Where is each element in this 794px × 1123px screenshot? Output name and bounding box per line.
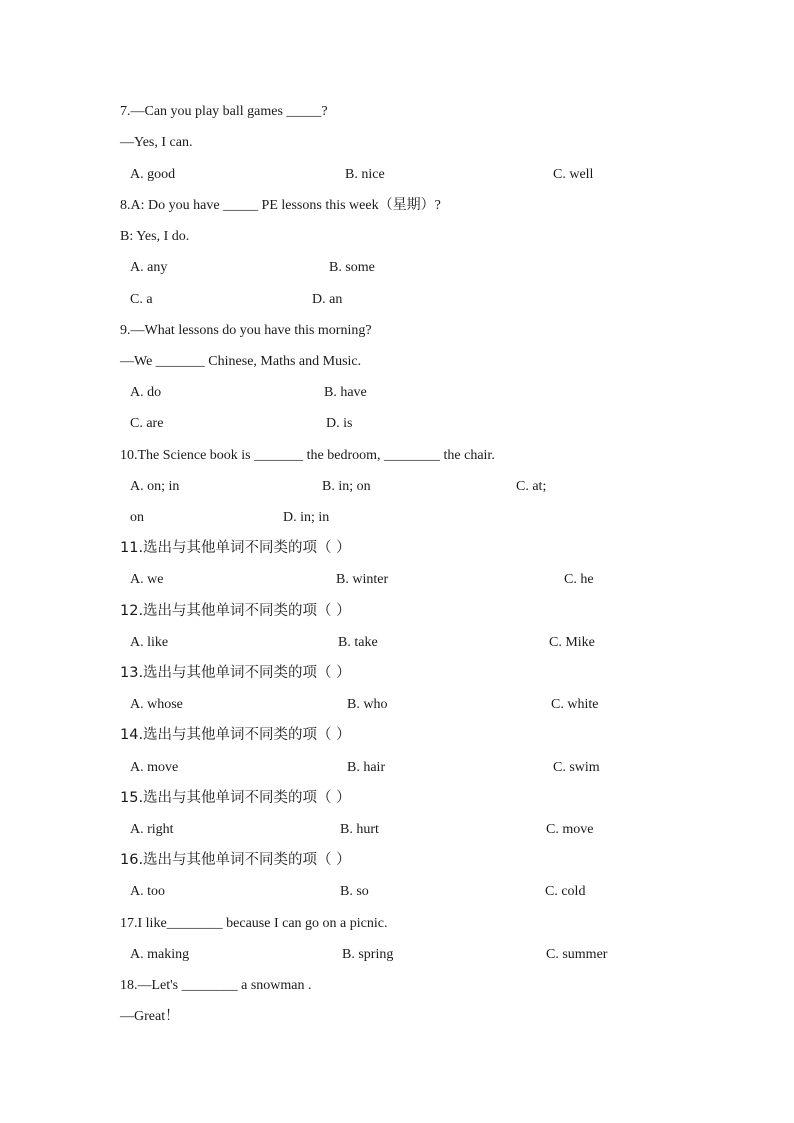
question-13-stem: 13.选出与其他单词不同类的项（ ） [120,665,351,681]
question-8-reply: B: Yes, I do. [120,229,190,244]
question-7-option-c: C. well [553,167,594,182]
question-13-option-c: C. white [551,697,599,712]
question-11-option-c: C. he [564,572,594,587]
question-9-option-a: A. do [130,385,162,400]
question-9-reply: —We _______ Chinese, Maths and Music. [120,354,362,369]
question-16-stem: 16.选出与其他单词不同类的项（ ） [120,852,351,868]
question-9-option-b: B. have [324,385,367,400]
question-10-stem: 10.The Science book is _______ the bedroom, ________ the chair. [120,448,495,463]
question-15-stem: 15.选出与其他单词不同类的项（ ） [120,790,351,806]
question-9-option-c: C. are [130,416,164,431]
question-14-option-a: A. move [130,760,179,775]
question-9-stem: 9.—What lessons do you have this morning? [120,323,372,338]
question-18-stem: 18.—Let's ________ a snowman . [120,978,312,993]
question-12-option-c: C. Mike [549,635,595,650]
question-7-option-b: B. nice [345,167,385,182]
question-10-option-c-continued: on [130,510,144,525]
question-12-option-a: A. like [130,635,169,650]
question-12-option-b: B. take [338,635,378,650]
question-16-option-c: C. cold [545,884,586,899]
question-17-option-c: C. summer [546,947,608,962]
question-13-option-a: A. whose [130,697,183,712]
question-15-option-a: A. right [130,822,174,837]
question-11-option-b: B. winter [336,572,389,587]
question-16-option-b: B. so [340,884,369,899]
question-8-option-c: C. a [130,292,153,307]
question-7-reply: —Yes, I can. [120,135,193,150]
question-8-option-a: A. any [130,260,168,275]
question-17-option-b: B. spring [342,947,394,962]
question-18-reply: —Great！ [120,1009,180,1024]
question-17-stem: 17.I like________ because I can go on a picnic. [120,916,388,931]
question-10-option-d: D. in; in [283,510,330,525]
question-10-option-c: C. at; [516,479,547,494]
question-11-stem: 11.选出与其他单词不同类的项（ ） [120,540,351,556]
question-11-option-a: A. we [130,572,164,587]
question-10-option-a: A. on; in [130,479,180,494]
question-7-option-a: A. good [130,167,176,182]
question-8-stem: 8.A: Do you have _____ PE lessons this week（星期）? [120,198,441,213]
question-15-option-b: B. hurt [340,822,379,837]
question-14-stem: 14.选出与其他单词不同类的项（ ） [120,727,351,743]
question-12-stem: 12.选出与其他单词不同类的项（ ） [120,603,351,619]
question-8-option-b: B. some [329,260,375,275]
question-10-option-b: B. in; on [322,479,371,494]
question-15-option-c: C. move [546,822,594,837]
question-7-stem: 7.—Can you play ball games _____? [120,104,328,119]
question-14-option-b: B. hair [347,760,386,775]
question-14-option-c: C. swim [553,760,600,775]
question-17-option-a: A. making [130,947,190,962]
question-8-option-d: D. an [312,292,343,307]
question-16-option-a: A. too [130,884,165,899]
question-9-option-d: D. is [326,416,353,431]
question-13-option-b: B. who [347,697,388,712]
